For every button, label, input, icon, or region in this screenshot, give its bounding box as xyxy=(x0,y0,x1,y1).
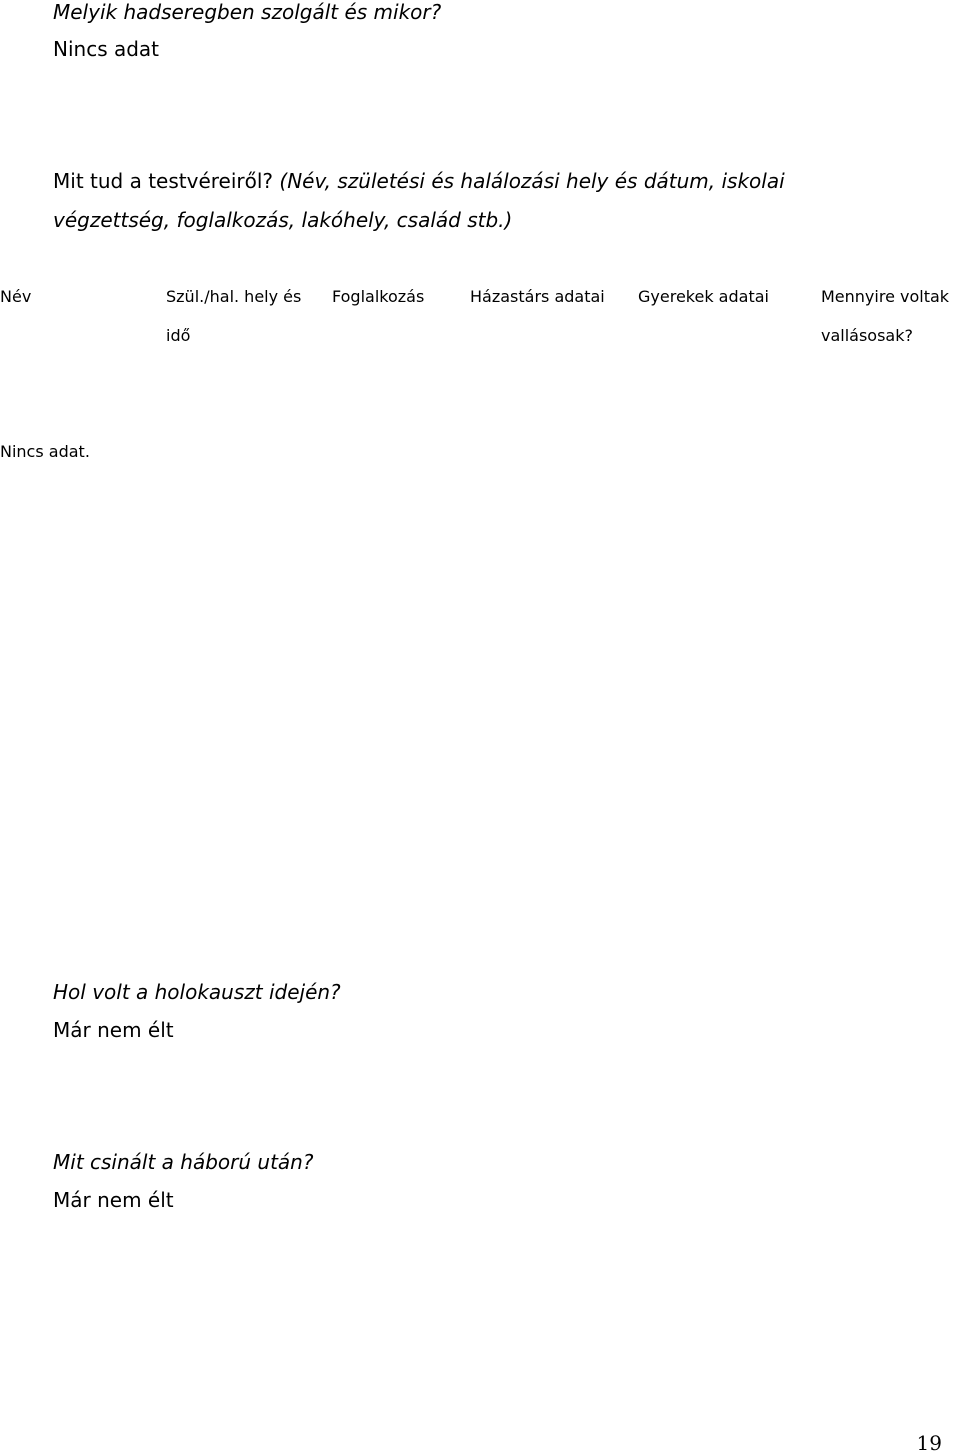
holocaust-answer: Már nem élt xyxy=(53,1018,174,1042)
siblings-question-text xyxy=(53,169,785,193)
holocaust-question: Hol volt a holokauszt idején? xyxy=(53,980,341,1004)
table-empty-note: Nincs adat. xyxy=(0,442,90,461)
military-answer: Nincs adat xyxy=(53,37,160,61)
siblings-question-line1 xyxy=(53,169,785,193)
after-war-answer: Már nem élt xyxy=(53,1188,174,1212)
header-spouse: Házastárs adatai xyxy=(470,287,605,306)
header-children: Gyerekek adatai xyxy=(638,287,769,306)
siblings-question-detail: (Név, születési és halálozási hely és dátum, iskolai xyxy=(279,169,785,193)
header-occupation: Foglalkozás xyxy=(332,287,425,306)
header-birth-death-line1: Szül./hal. hely és xyxy=(166,287,302,306)
header-name: Név xyxy=(0,287,32,306)
after-war-question: Mit csinált a háború után? xyxy=(53,1150,314,1174)
header-religiosity-line2: vallásosak? xyxy=(821,326,913,345)
header-religiosity-line1: Mennyire voltak xyxy=(821,287,950,306)
military-question: Melyik hadseregben szolgált és mikor? xyxy=(53,0,442,24)
page-number: 19 xyxy=(916,1431,942,1455)
siblings-question-lead: Mit tud a testvéreiről? xyxy=(53,169,280,193)
header-birth-death-line2: idő xyxy=(166,326,191,345)
siblings-question-line2: végzettség, foglalkozás, lakóhely, család stb.) xyxy=(53,208,513,232)
